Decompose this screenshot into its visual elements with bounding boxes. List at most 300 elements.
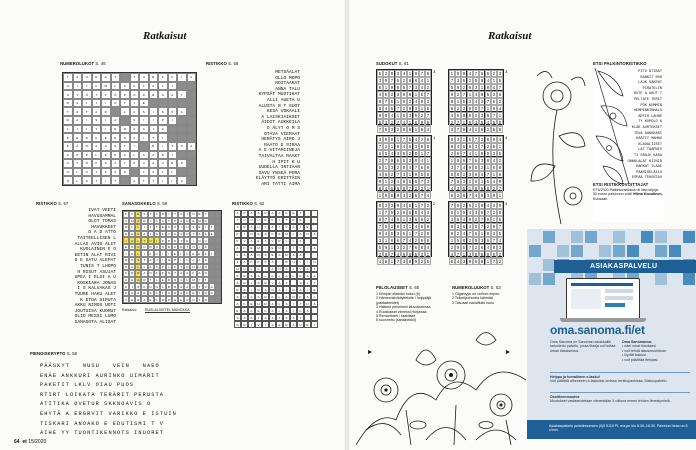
solution-line: ÄIDIT AUKKEILA [261,120,300,126]
sudoku-grid [376,69,432,132]
grid-cell: R [173,291,177,296]
grid-cell: A [248,224,255,231]
sudoku-grid [376,135,432,198]
ad-square [655,245,667,257]
sudoku-cell: 2 [450,151,454,156]
sudoku-cell: 7 [468,231,472,236]
grid-cell: L [63,125,73,134]
sudoku-cell: 8 [384,252,388,257]
grid-cell: P [73,151,83,160]
piilolauseet-list [376,292,438,323]
sudoku-cell: 5 [426,238,430,243]
grid-cell: R [262,300,269,307]
grid-cell: K [168,73,178,82]
sudoku-cell: 9 [462,210,466,215]
grid-cell: L [184,257,190,264]
grid-cell: I [290,307,297,314]
sudoku-cell: 5 [480,252,484,257]
sudoku-cell: 2 [384,203,388,208]
sudoku-cell: 8 [402,127,406,132]
grid-cell: P [172,218,178,225]
sudoku-cell: 3 [468,172,472,177]
ad-square [683,273,695,285]
sudoku-cell: 8 [480,151,484,156]
ad-square [585,231,597,243]
ad-square [599,245,611,257]
grid-cell: Ä [311,300,318,307]
sudoku-cell: 2 [390,120,394,125]
grid-cell: R [168,159,178,168]
sudoku-cell: 7 [450,179,454,184]
grid-cell: A [158,125,168,134]
sudoku-cell: 8 [480,92,484,97]
ad-bullet-item: • näet omat tilauksesi [622,344,657,349]
sudoku-cell: 1 [480,231,484,236]
grid-cell: I [101,125,111,134]
grid-cell: E [248,245,255,252]
grid-cell: I [168,82,178,91]
sudoku-cell: 5 [456,238,460,243]
grid-cell: I [262,321,269,328]
grid-cell: S [154,231,160,238]
sudoku-cell: 4 [492,85,496,90]
sudoku-cell: 7 [492,259,496,264]
grid-cell: R [304,321,311,328]
sudoku-cell: 3 [396,92,400,97]
grid-cell [215,290,221,297]
grid-cell: A [241,286,248,293]
grid-cell: O [204,218,207,223]
sudoku-cell: 6 [408,127,412,132]
sudoku-cell: 7 [396,106,400,111]
grid-cell: A [149,151,159,160]
grid-cell: E [73,133,83,142]
sudoku-cell: 3 [462,179,466,184]
grid-cell [168,125,178,134]
ad-square [655,231,667,243]
sudoku-cell: 7 [414,231,418,236]
sudoku-cell: 3 [456,224,460,229]
ristikko-62-grid [234,210,318,328]
grid-cell: P [160,237,166,244]
sudoku-cell: 1 [408,71,412,76]
sudoku-cell: 6 [492,99,496,104]
grid-cell: T [139,176,149,185]
ad-square [683,231,695,243]
grid-cell: S [203,257,209,264]
ad-square [627,245,639,257]
grid-cell: A [255,293,262,300]
grid-cell [290,279,297,286]
grid-cell: U [186,277,189,282]
grid-cell: Ä [269,224,276,231]
grid-cell: L [154,277,160,284]
grid-cell: L [120,107,130,116]
grid-cell: A [111,168,121,177]
grid-cell: A [73,73,83,82]
grid-cell: M [130,218,134,223]
solution-line: HERÄTYS AIRO J [261,137,300,143]
grid-cell: I [304,286,311,293]
grid-cell: K [184,290,190,297]
grid-cell: K [262,307,269,314]
grid-cell: E [255,307,262,314]
sudoku-cell: 6 [426,71,430,76]
grid-cell: N [131,245,134,250]
solution-line: EETIN ALAT RIVI [74,252,116,258]
sudoku-cell: 7 [414,165,418,170]
grid-cell: E [190,250,196,257]
sudoku-cell: 2 [486,127,490,132]
sudoku-cell: 5 [402,158,406,163]
grid-cell: U [130,107,140,116]
sudoku-cell: 7 [462,92,466,97]
sudoku-cell: 3 [420,252,424,257]
solution-line: PIRATELIN [642,86,662,91]
sudoku-cell: 7 [498,224,502,229]
grid-cell: S [63,176,73,185]
ad-square [641,231,653,243]
sudoku-cell: 5 [468,203,472,208]
grid-cell: A [262,238,269,245]
grid-cell: I [166,250,172,257]
sudoku-cell: 3 [408,217,412,222]
grid-cell: T [63,107,73,116]
ad-url-link[interactable]: oma.sanoma.fi/et [550,323,645,337]
grid-cell: E [276,231,283,238]
solution-line: AKKU NIMOS UOTI [74,303,116,309]
grid-cell: E [197,211,203,218]
grid-cell: U [204,238,207,243]
solution-line: ALLI AUETA U [266,97,300,103]
grid-cell: U [180,231,183,236]
grid-cell: K [190,270,196,277]
sudoku-cell: 7 [456,252,460,257]
grid-cell: E [111,133,121,142]
sudoku-cell: 6 [474,231,478,236]
grid-cell: A [148,264,154,271]
sudoku-cell: 8 [498,127,502,132]
grid-cell: I [82,116,92,125]
sudoku-cell: 2 [420,231,424,236]
grid-cell: T [101,90,111,99]
grid-cell: K [166,224,172,231]
grid-cell: T [148,277,154,284]
sudoku-cell: 3 [414,144,418,149]
sudoku-cell: 6 [420,224,424,229]
grid-cell: P [234,231,241,238]
grid-cell: S [158,151,168,160]
sudoku-cell: 4 [468,210,472,215]
grid-cell: P [129,250,135,257]
sudoku-cell: 2 [498,259,502,264]
sudoku-cell: 8 [414,158,418,163]
grid-cell: T [148,224,154,231]
sudoku-cell: 1 [462,137,466,142]
grid-cell: N [161,245,164,250]
sudoku-cell: 1 [480,179,484,184]
grid-cell: S [262,231,269,238]
grid-cell: L [135,250,141,257]
sudoku-cell: 1 [450,158,454,163]
grid-cell: U [139,73,149,82]
sudoku-cell: 6 [414,179,418,184]
grid-cell [177,151,187,160]
grid-cell: D [255,286,262,293]
grid-cell: R [241,321,248,328]
sudoku-cell: 8 [402,165,406,170]
grid-cell: I [149,125,159,134]
sudoku-cell: 1 [492,172,496,177]
solution-line: PELTATE TERIT [633,97,662,102]
grid-cell: N [192,297,195,302]
sudoku-cell: 5 [480,71,484,76]
grid-cell: P [166,237,172,244]
grid-cell: I [82,99,92,108]
sudoku-cell: 3 [480,238,484,243]
grid-cell: T [177,90,187,99]
grid-cell: I [73,82,83,91]
flower-illustration-icon [356,320,526,445]
grid-cell: R [167,245,171,250]
sudoku-cell: 4 [474,99,478,104]
solution-line: EÄÄTIY MAHNU [636,137,662,142]
grid-cell: N [186,218,189,223]
sudoku-cell: 2 [390,179,394,184]
grid-cell: A [141,231,147,238]
grid-cell: V [269,238,276,245]
sudoku-cell: 9 [492,106,496,111]
grid-cell: T [297,314,304,321]
solution-line: ONNKLALAT NIINIR [627,159,662,164]
sudoku-cell: 7 [378,224,382,229]
sudoku-cell: 3 [396,231,400,236]
sudoku-cell: 1 [426,158,430,163]
sudoku-cell: 6 [456,217,460,222]
sudoku-cell: 4 [486,203,490,208]
grid-cell: L [166,264,172,271]
sudoku-cell: 4 [486,78,490,83]
solution-line: IVAT VEETI [88,208,116,213]
grid-cell: A [297,238,304,245]
grid-cell: N [311,259,318,266]
grid-cell: I [248,321,255,328]
sudoku-cell: 9 [462,71,466,76]
sudoku-cell: 9 [402,252,406,257]
grid-cell: K [123,211,129,218]
grid-cell: O [198,238,201,243]
grid-cell: R [149,73,159,82]
sudoku-cell: 9 [396,203,400,208]
numeroluukot-label: NUMEROLUKOT S. 46 [60,61,106,66]
sudoku-cell: 7 [450,203,454,208]
sudoku-cell: 3 [402,193,406,198]
grid-cell [311,252,318,259]
grid-cell: N [304,231,311,238]
sudoku-cell: 7 [486,99,490,104]
sudoku-cell: 4 [414,224,418,229]
grid-cell: E [178,296,184,303]
grid-cell: A [234,210,241,217]
grid-cell: A [304,266,311,273]
grid-cell: I [203,224,209,231]
ad-footer [527,420,696,439]
sudoku-cell: 9 [450,92,454,97]
sanasokkelo-answer: RUSLALIVETEL MANGKKA [145,308,190,312]
grid-cell: H [255,300,262,307]
sudoku-cell: 7 [474,137,478,142]
grid-cell: A [130,125,140,134]
sudoku-cell: 5 [468,137,472,142]
grid-cell: Ö [82,159,92,168]
sudoku-cell: 8 [384,193,388,198]
sudoku-cell: 5 [414,252,418,257]
sudoku-cell: 8 [378,106,382,111]
sudoku-cell: 3 [378,78,382,83]
grid-cell: E [197,250,203,257]
sudoku-cell: 8 [468,217,472,222]
grid-cell: A [129,237,135,244]
sudoku-cell: 4 [456,144,460,149]
sudoku-cell: 2 [474,113,478,118]
sudoku-cell: 5 [378,165,382,170]
ad-square [571,245,583,257]
grid-cell: M [192,277,195,282]
ad-banner: ASIAKASPALVELU [554,260,696,273]
sudoku-cell: 5 [378,245,382,250]
sudoku-cell: 7 [420,71,424,76]
right-page-title: Ratkaisut [488,30,532,42]
sudoku-cell: 9 [420,127,424,132]
numeroluukot2-label: NUMEROLUUKOT S. 63 [452,285,501,290]
sudoku-difficulty: 3 [505,201,508,206]
sudoku-cell: 5 [486,179,490,184]
page-number: 64 et 15/2020 [14,439,47,445]
grid-cell: K [269,272,276,279]
sudoku-cell: 1 [414,92,418,97]
sudoku-cell: 3 [492,231,496,236]
grid-cell: M [283,252,290,259]
solution-line: JOUTUISA KUOMUT [74,308,116,314]
grid-cell [177,125,187,134]
sudoku-cell: 1 [402,217,406,222]
sudoku-cell: 2 [498,252,502,257]
grid-cell: H [92,133,102,142]
sudoku-cell: 5 [492,120,496,125]
sudoku-cell: 9 [384,137,388,142]
grid-cell: U [241,266,248,273]
sudoku-cell: 7 [486,210,490,215]
grid-cell: E [123,244,129,251]
grid-cell: A [130,176,140,185]
solution-line: HAVUSAMMAL [88,213,116,219]
etsi-winner-title: ETSI RISTIKKOVOITTAJAT [593,182,649,187]
sudoku-cell: 5 [498,231,502,236]
ad-square [613,231,625,243]
sudoku-cell: 4 [462,165,466,170]
grid-cell [187,176,197,185]
grid-cell: P [120,90,130,99]
grid-cell: A [241,259,248,266]
grid-cell: A [297,231,304,238]
grid-cell: N [290,293,297,300]
sudoku-cell: 2 [402,78,406,83]
grid-cell: P [172,264,178,271]
grid-cell: R [63,116,73,125]
grid-cell: U [255,217,262,224]
grid-cell: S [141,211,147,218]
ristikko-56-solution [204,70,300,187]
sudoku-cell: 8 [426,172,430,177]
grid-cell [311,210,318,217]
sudoku-cell: 7 [426,92,430,97]
grid-cell: A [283,272,290,279]
grid-cell: T [184,244,190,251]
solution-line: A E VITAMIINEJA [258,148,300,154]
sudoku-cell: 5 [456,158,460,163]
sudoku-cell: 1 [384,238,388,243]
sudoku-cell: 3 [462,259,466,264]
sudoku-cell: 4 [390,113,394,118]
grid-cell [215,244,221,251]
solution-line: LÄJK SÄKENT [638,81,662,86]
grid-cell: S [139,107,149,116]
sudoku-cell: 8 [390,71,394,76]
grid-cell: E [190,218,196,225]
sudoku-cell: 5 [408,179,412,184]
grid-cell [139,142,149,151]
sudoku-cell: 7 [480,217,484,222]
grid-cell: A [197,231,203,238]
sudoku-cell: 5 [402,113,406,118]
sudoku-cell: 9 [414,71,418,76]
grid-cell: L [178,250,184,257]
sudoku-cell: 3 [426,99,430,104]
sudoku-cell: 3 [414,106,418,111]
grid-cell: A [290,314,297,321]
grid-cell: I [166,211,172,218]
side-flower-illustration-icon [527,66,591,226]
sudoku-cell: 4 [462,231,466,236]
solution-line: METSÄALAT [275,70,300,75]
grid-cell: P [172,257,178,264]
grid-cell: A [241,314,248,321]
sudoku-cell: 7 [390,252,394,257]
grid-cell: T [149,133,159,142]
sudoku-cell: 9 [468,120,472,125]
grid-cell: A [269,300,276,307]
solution-line: OLLO MOPO [275,75,300,81]
sudoku-cell: 9 [420,99,424,104]
grid-cell: I [154,237,160,244]
sudoku-cell: 4 [486,245,490,250]
sudoku-cell: 1 [414,203,418,208]
solution-line: KOSKIARA JONAS [77,280,116,286]
grid-cell: G [137,277,140,282]
sudoku-cell: 4 [468,71,472,76]
grid-cell: A [135,218,141,225]
sudoku-cell: 1 [468,92,472,97]
solution-line: RANKIT ROH [640,75,662,80]
grid-cell: A [73,107,83,116]
solution-line: ARTIS LAUNE [638,114,662,119]
grid-cell: K [168,107,178,116]
grid-cell: K [158,107,168,116]
grid-cell: L [178,257,184,264]
grid-cell: U [297,321,304,328]
grid-cell: U [124,277,128,282]
sudoku-cell: 2 [390,92,394,97]
